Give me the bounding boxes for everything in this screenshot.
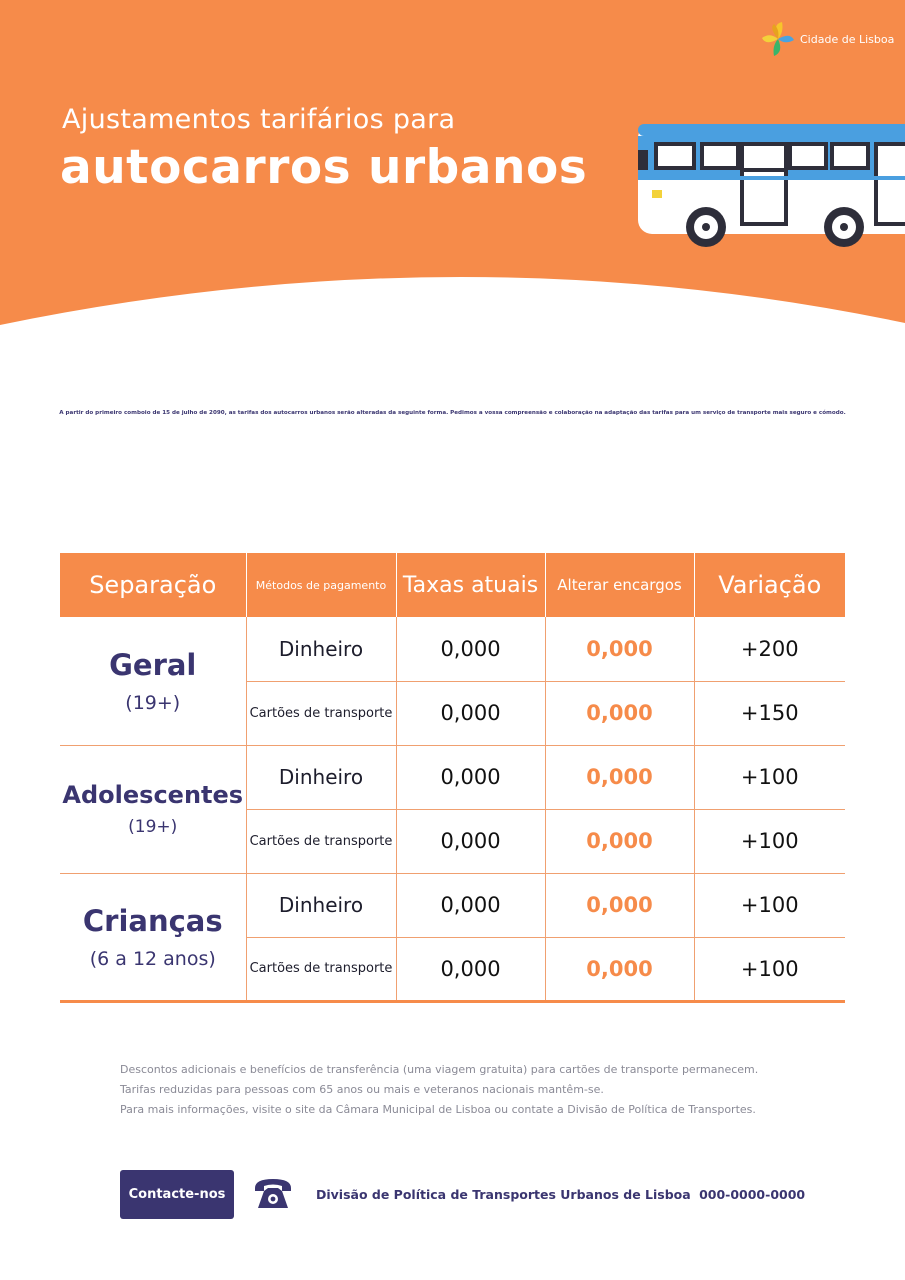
pinwheel-logo-icon	[760, 20, 796, 58]
group-age: (6 a 12 anos)	[89, 947, 216, 970]
group-cell-general	[60, 617, 246, 745]
variation-cell: +100	[694, 937, 845, 1001]
current-rate-cell: 0,000	[396, 873, 545, 937]
note-line: Tarifas reduzidas para pessoas com 65 anos ou mais e veteranos nacionais mantêm-se.	[120, 1083, 604, 1096]
variation-cell: +150	[694, 681, 845, 745]
group-age: (19+)	[128, 817, 178, 837]
current-rate-cell: 0,000	[396, 745, 545, 809]
header-variation: Variação	[694, 553, 845, 617]
title-line-2: autocarros urbanos	[60, 140, 588, 195]
telephone-icon	[252, 1176, 294, 1212]
table-header-row	[60, 553, 845, 617]
header-banner	[0, 0, 905, 330]
change-charge-cell: 0,000	[545, 809, 694, 873]
table-row	[60, 617, 845, 681]
group-name: Adolescentes	[62, 781, 244, 809]
logo-text: Cidade de Lisboa	[800, 32, 895, 46]
table-row	[60, 745, 845, 809]
contact-info	[316, 1187, 805, 1202]
group-name: Geral	[109, 647, 197, 682]
header-separation: Separação	[60, 553, 246, 617]
current-rate-cell: 0,000	[396, 681, 545, 745]
change-charge-cell: 0,000	[545, 937, 694, 1001]
division-name: Divisão de Política de Transportes Urbanos de Lisboa	[316, 1187, 691, 1202]
bus-icon	[634, 120, 905, 250]
variation-cell: +100	[694, 809, 845, 873]
current-rate-cell: 0,000	[396, 937, 545, 1001]
header-current-rates: Taxas atuais	[396, 553, 545, 617]
method-cell: Cartões de transporte	[246, 809, 396, 873]
variation-cell: +100	[694, 745, 845, 809]
current-rate-cell: 0,000	[396, 617, 545, 681]
title-line-1: Ajustamentos tarifários para	[62, 104, 456, 135]
change-charge-cell: 0,000	[545, 873, 694, 937]
group-name: Crianças	[82, 903, 223, 938]
header-payment-methods: Métodos de pagamento	[246, 553, 396, 617]
change-charge-cell: 0,000	[545, 681, 694, 745]
method-cell: Cartões de transporte	[246, 681, 396, 745]
group-age: (19+)	[125, 691, 181, 714]
method-cell: Cartões de transporte	[246, 937, 396, 1001]
note-line: Para mais informações, visite o site da Câmara Municipal de Lisboa ou contate a Divisão de Política de Transportes.	[120, 1103, 756, 1116]
header-change-charges: Alterar encargos	[545, 553, 694, 617]
phone-number: 000-0000-0000	[699, 1187, 806, 1202]
note-line: Descontos adicionais e benefícios de transferência (uma viagem gratuita) para cartões de transporte permanecem.	[120, 1063, 759, 1076]
variation-cell: +200	[694, 617, 845, 681]
fare-table	[60, 553, 845, 1003]
notes	[120, 1060, 758, 1120]
city-logo[interactable]	[760, 20, 894, 58]
variation-cell: +100	[694, 873, 845, 937]
current-rate-cell: 0,000	[396, 809, 545, 873]
method-cell: Dinheiro	[246, 617, 396, 681]
intro-text: A partir do primeiro comboio de 15 de julho de 2090, as tarifas dos autocarros urbanos serão alteradas da seguinte forma. Pedimos a vossa compreensão e colaboração na adaptação das tarifas para um serviço de transporte mais seguro e cómodo.	[59, 410, 846, 416]
method-cell: Dinheiro	[246, 745, 396, 809]
method-cell: Dinheiro	[246, 873, 396, 937]
change-charge-cell: 0,000	[545, 617, 694, 681]
group-cell-children	[60, 873, 246, 1001]
change-charge-cell: 0,000	[545, 745, 694, 809]
table-row	[60, 873, 845, 937]
group-cell-adolescents	[60, 745, 246, 873]
contact-button[interactable]: Contacte-nos	[120, 1170, 234, 1219]
